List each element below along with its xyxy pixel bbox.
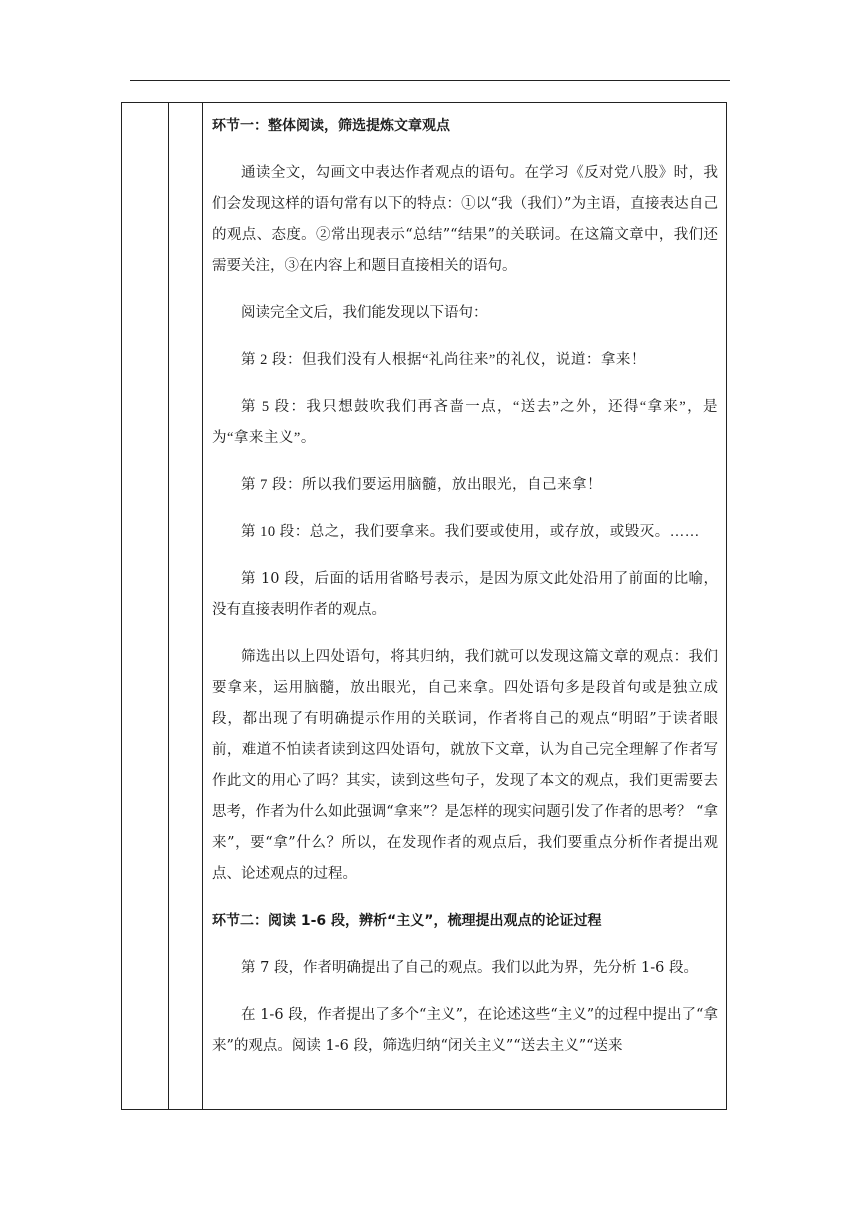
- section1-heading: 环节一：整体阅读，筛选提炼文章观点: [212, 118, 450, 134]
- section1-intro: 通读全文，勾画文中表达作者观点的语句。在学习《反对党八股》时，我们会发现这样的语句常有以下的特点：①以“我（我们）”为主语，直接表达自己的观点、态度。②常出现表示“总结”“结果”的关联词。在这篇文章中，我们还需要关注，③在内容上和题目直接相关的语句。: [212, 165, 718, 274]
- section2-paragraph-2: 在 1-6 段，作者提出了多个“主义”，在论述这些“主义”的过程中提出了“拿来”的观点。阅读 1-6 段，筛选归纳“闭关主义”“送去主义”“送来: [212, 1007, 718, 1054]
- table-column-1: [122, 103, 169, 1109]
- section2-heading: 环节二：阅读 1-6 段，辨析“主义”，梳理提出观点的论证过程: [212, 913, 602, 929]
- quote-paragraph-7: 第 7 段：所以我们要运用脑髓，放出眼光，自己来拿！: [241, 477, 602, 493]
- table-column-2: [169, 103, 203, 1109]
- lesson-table: [121, 102, 727, 1110]
- quote-paragraph-10: 第 10 段：总之，我们要拿来。我们要或使用，或存放，或毁灭。……: [241, 524, 700, 540]
- quote-paragraph-5: 第 5 段：我只想鼓吹我们再吝啬一点，“送去”之外，还得“拿来”，是为“拿来主义”。: [212, 399, 718, 446]
- header-rule: [130, 80, 730, 81]
- table-content-cell: [203, 103, 726, 1109]
- quote-paragraph-2: 第 2 段：但我们没有人根据“礼尚往来”的礼仪，说道：拿来！: [241, 352, 646, 368]
- section1-lead: 阅读完全文后，我们能发现以下语句：: [241, 305, 488, 321]
- section1-note: 第 10 段，后面的话用省略号表示，是因为原文此处沿用了前面的比喻，没有直接表明作者的观点。: [212, 571, 718, 618]
- section1-analysis: 筛选出以上四处语句，将其归纳，我们就可以发现这篇文章的观点：我们要拿来，运用脑髓，放出眼光，自己来拿。四处语句多是段首句或是独立成段，都出现了有明确提示作用的关联词，作者将自己的观点“明昭”于读者眼前，难道不怕读者读到这四处语句，就放下文章，认为自己完全理解了作者写作此文的用心了吗？其实，读到这些句子，发现了本文的观点，我们更需要去思考，作者为什么如此强调“拿来”？是怎样的现实问题引发了作者的思考？ “拿来”，要“拿”什么？所以，在发现作者的观点后，我们要重点分析作者提出观点、论述观点的过程。: [212, 649, 718, 882]
- section2-paragraph-1: 第 7 段，作者明确提出了自己的观点。我们以此为界，先分析 1-6 段。: [241, 960, 699, 976]
